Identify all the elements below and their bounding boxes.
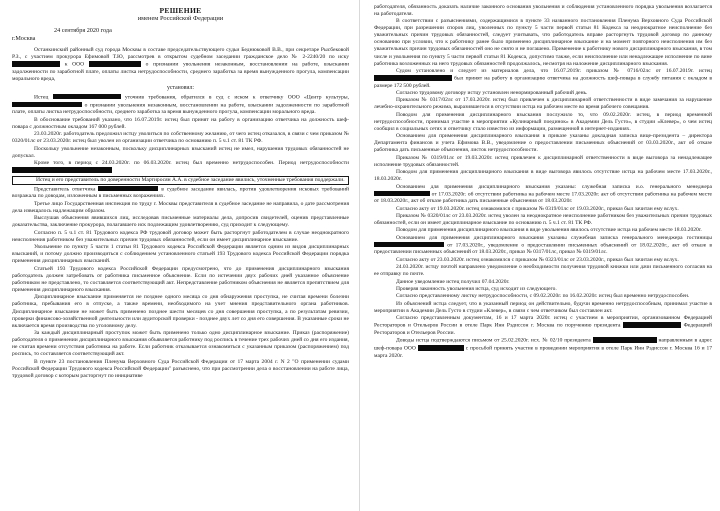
paragraph-notice-received: Данное уведомление истец получил 07.04.2020г.: [396, 278, 510, 285]
paragraph-verification: Проверяя законность увольнения истца, суд исходит из следующего.: [396, 286, 557, 293]
paragraph-unlawful: Поскольку увольнение незаконным, поскольку дисциплинарных взысканий истец не имел, нарушения трудовых обязанностей не допускал.: [12, 145, 349, 159]
paragraph-work-hours: Согласно трудовому договору истцу установлен ненормированный рабочий день.: [396, 89, 588, 96]
paragraph-explanation: Из объяснений истца следует, что в указанный период он действительно, будучи временно нетрудоспособным, принимал участие в мероприятии в Академии Дель Густо в студии «Клевер», в связи с чем ответчиком был составлен акт.: [374, 300, 712, 314]
paragraph-law-81: Согласно п. 5 ч.1 ст. 81 Трудового кодекса РФ трудовой договор может быть расторгнут работодателем в случае неоднократного неисполнения работником без уважительных причин трудовых обязанностей, если он имеет дисциплинарное взыскание.: [12, 229, 349, 243]
paragraph-court-finding: Выслушав объяснения явившихся лиц, исследовав письменные материалы дела, допросив свидетелей, оценив представленные доказательства, заключение прокурора, полагавшего иск подлежащим удовлетворению, суд приходит к следующему.: [12, 215, 349, 229]
redaction: [623, 322, 681, 328]
paragraph-order-0319: Приказом № 0319/01лс от 19.03.2020г. истец привлечен к дисциплинарной ответственности в виде выговора за ненадлежащее исполнение трудовых обязанностей.: [374, 154, 712, 168]
paragraph-basis-0319: Основанием для применения дисциплинарного взыскания указаны: служебная записка и.о. генерального менеджера от 17.03.2020г. об отсутствии работника на рабочем месте 17.03.2020г. акт об отсутствии работника на рабочем месте от 18.03.2020г., акт об отказе работника дать письменные объяснения от 18.03.2020г.: [374, 183, 712, 205]
paragraph-order-0317: Приказом № 0317/02лс от 17.03.2020г. истец был привлечен к дисциплинарной ответственности в виде замечания за нарушение лечебно-охранительного режима, выразившегося в отсутствии истца на рабочем месте во время рабочего совещания.: [374, 97, 712, 111]
paragraph-law-193: Статьей 193 Трудового кодекса Российской Федерации предусмотрено, что до применения дисциплинарного взыскания работодатель должен затребовать от работника письменное объяснение. Если по истечении двух рабочих дней указанное объяснение работником не представлено, то составляется соответствующий акт. Непредставление работником объяснения не является препятствием для применения дисциплинарного взыскания.: [12, 265, 349, 293]
redaction: [374, 242, 444, 248]
paragraph-plenum-23: В пункте 23 постановления Пленума Верховного Суда Российской Федерации от 17 марта 2004 г. N 2 "О применении судами Российской Федерации Трудового кодекса Российской Федерации" разъяснено, что при рассмотрении дела о восстановлении на работе лица, трудовой договор с которым расторгнут по инициативе: [12, 358, 349, 379]
paragraph-reason-0319: Поводом для применения дисциплинарного взыскания в виде выговора явилось отсутствие истца на рабочем месте 17.03.2020г., 18.03.2020г.: [374, 169, 712, 183]
paragraph-act-0323: Согласно акту от 23.03.2020г. истец ознакомился с приказом № 0323/01лс от 23.03.2020г., приказ был зачитан ему вслух.: [396, 256, 679, 263]
section-established: установил:: [167, 84, 194, 91]
redaction: [374, 75, 452, 81]
redaction: [98, 186, 158, 192]
redaction: [12, 167, 112, 173]
paragraph-reason-0317: Поводом для применения дисциплинарного взыскания послужило то, что 09.02.2020г. истец, в период временной нетрудоспособности, принимал участие в мероприятии «Кулинарный поединок» в Академии Дель Густо», в студии «Клевер», о чем истец сообщил в социальных сетях и ответчику стало известно из информации, размещенной в интернет-изданиях.: [374, 111, 712, 132]
redaction: [593, 337, 657, 343]
redaction: [374, 191, 430, 197]
document-subtitle: именем Российской Федерации: [137, 15, 224, 22]
paragraph-notice: 24.03.2020г. истцу почтой направлено уведомление о необходимости получения трудовой книжки или дачи письменного согласия на ее отправку по почте.: [374, 264, 712, 278]
paragraph-plenum-33: В соответствии с разъяснениями, содержащимися в пункте 33 названного постановления Пленума Верховного Суда Российской Федерации, при разрешении споров лиц, уволенных по пункту 5 части первой статьи 81 Кодекса за неоднократное неисполнение без уважительных причин трудовых обязанностей, следует учитывать, что работодатель вправе расторгнуть трудовой договор по данному основанию при условии, что к работнику ранее было применено дисциплинарное взыскание и на момент повторного неисполнения им без уважительных причин трудовых обязанностей оно не снято и не погашено. Применение к работнику нового дисциплинарного взыскания, в том числе и увольнения по пункту 5 части первой статьи 81 Кодекса, допустимо также, если неисполнение или ненадлежащее исполнение по вине работника возложенных на него трудовых обязанностей продолжалось, несмотря на наложение дисциплинарного взыскания.: [374, 18, 712, 67]
paragraph-sick-leave: Кроме того, в период с 24.03.2020г. по 06.03.2020г. истец был временно нетрудоспособен. Период нетрудоспособности: [12, 160, 349, 175]
redaction: [12, 102, 82, 108]
paragraph-respondent: Представитель ответчика в судебное заседание явилась, против удовлетворения исковых требований возражала по доводам, изложенным в письменных возражениях.: [12, 186, 350, 200]
paragraph-law-81-discipline: Увольнение по пункту 5 части 1 статьи 81 Трудового кодекса Российской Федерации является одним из видов дисциплинарных взысканий, и потому должно производиться с соблюдением установленного статьей 193 Трудового кодекса Российской Федерации порядка применения дисциплинарных взысканий.: [12, 244, 349, 265]
paragraph-third-party: Третье лицо Государственная инспекция по труду г. Москвы представителя в судебное заседание не направила, о дате рассмотрения дела извещалось надлежащим образом.: [12, 200, 349, 214]
paragraph-hire-order: Судом установлено и следует из материалов дела, что 16.07.2019г. приказом № 0716/02лс от 16.07.2019г. истец был принят на работу в организацию ответчика на должность шеф-повара в службу питания с окладом в размере 172 500 рублей.: [374, 67, 712, 89]
paragraph-event: Согласно представленным документам, 16 и 17 марта 2020г. истец с участием в мероприятии, организованном Федерацией Рестораторов и Отельеров России в отеле Парк Инн Рэдиссон г. Москва по поручению президента Федерацией Рестораторов и Отельеров России.: [374, 315, 712, 336]
decision-city: г.Москва: [12, 35, 36, 42]
paragraph-intro: Останкинский районный суд города Москвы в составе председательствующего судьи Беднюковой В.В., при секретаре Рысбековой Р.З., с участием прокурора Ефимовой Т.Ю, рассмотрев в открытом судебном заседании гражданское дело № 2-2240/20 по иску к ООО о признании увольнения незаконным, восстановлении на работе, взыскании задолженности по заработной плате, оплаты листка нетрудоспособности, среднего заработка за время вынужденного прогула, компенсации морального вреда,: [12, 47, 349, 82]
decision-date: 24 сентября 2020 года: [54, 27, 112, 34]
paragraph-basis-0317: Основанием для применения дисциплинарного взыскания в приказе указаны докладная записка вице-президента – директора Департамента финансов и учета Ефимова В.В., уведомление о предоставлении письменных объяснений от 03.03.2020г., акт об отказе работника дать письменные объяснения, листок нетрудоспособности.: [374, 133, 712, 154]
paragraph-letter: Доводы истца подтверждаются письмом от 25.02.2020г. исх. № 02/10 президента направленным в адрес шеф-повара ООО с просьбой принять участие в проведении мероприятия в отеле Парк Инн Рэдиссон г. Москва 16 и 17 марта 2020г.: [374, 337, 713, 359]
paragraph-basis-0320: Основанием для применения дисциплинарного взыскания указаны служебная записка генерального менеджера гостиницы от 17.03.2020г., уведомление о предоставлении письменных объяснений от 18.02.2020г., акт об отказе в предоставлении письменных объяснений от 18.03.2020г., приказ № 0317/01лс, приказ № 0319/01лс.: [374, 234, 712, 256]
document-title: РЕШЕНИЕ: [159, 6, 202, 15]
paragraph-act-0319: Согласно акту от 19.03.2020г. истец ознакомился с приказом № 0319/01лс от 19.03.2020г., приказ был зачитан ему вслух.: [396, 205, 679, 212]
paragraph-boxed-claim: Истец и его представитель по доверенности Мартиросян А.А. в судебное заседание явились, уточненные требования поддержали.: [12, 176, 349, 185]
paragraph-hire: В обоснование требований указано, что 16.07.2019г. истец был принят на работу в организацию ответчика на должность шеф-повара с должностным окладом 167 000 рублей.: [12, 116, 349, 130]
paragraph-burden: работодателя, обязанность доказать наличие законного основания увольнения и соблюдения установленного порядка увольнения возлагается на работодателя.: [374, 4, 712, 18]
paragraph-one-penalty: За каждый дисциплинарный проступок может быть применено только одно дисциплинарное взыскание. Приказ (распоряжение) работодателя о применении дисциплинарного взыскания объявляется работнику под роспись в течение трех рабочих дней со дня его издания, не считая времени отсутствия работника на работе. Если работник отказывается ознакомиться с указанным приказом (распоряжением) под роспись, то составляется соответствующий акт.: [12, 330, 349, 358]
paragraph-dismissal: 23.03.2020г. работодатель предложил истцу уволиться по собственному желанию, от чего истец отказался, в связи с чем приказом № 0320/01лс от 23.03.2020г. истец был уволен из организации ответчика по основанию п. 5 ч.1 ст. 81 ТК РФ.: [12, 131, 349, 145]
paragraph-sick-list: Согласно представленному листку нетрудоспособности, с 09.02.2020г. по 16.02.2020г. истец был временно нетрудоспособен.: [396, 293, 690, 300]
redaction: [418, 345, 464, 351]
redaction: [53, 94, 121, 100]
paragraph-order-0320: Приказом № 0320/01лс от 23.03.2020г. истец уволен за неоднократное неисполнение работником без уважительных причин трудовых обязанностей, если он имеет дисциплинарное взыскание по основанию п. 5 ч.1 ст. 81 ТК РФ.: [374, 212, 712, 226]
paragraph-reason-0320: Поводом для применения дисциплинарного взыскания в виде увольнения явилось отсутствие истца на рабочем месте 18.03.2020г.: [396, 227, 702, 234]
paragraph-claim: Истец уточнив требования, обратился в суд с иском к ответчику ООО «Центр культуры, о признании увольнения незаконным, восстановлении на работе, взыскании задолженности по заработной плате, оплаты листка нетрудоспособности, среднего заработка за время вынужденного прогула, компенсации морального вреда.: [12, 94, 350, 116]
redaction: [12, 61, 60, 67]
paragraph-penalty-term: Дисциплинарное взыскание применяется не позднее одного месяца со дня обнаружения проступка, не считая времени болезни работника, пребывания его в отпуске, а также времени, необходимого на учет мнения представительного органа работников. Дисциплинарное взыскание не может быть применено позднее шести месяцев со дня совершения проступка, а по результатам ревизии, проверки финансово-хозяйственной деятельности или аудиторской проверки - позднее двух лет со дня его совершения. В указанные сроки не включается время производства по уголовному делу.: [12, 294, 349, 329]
document-page-right: [360, 0, 720, 511]
redaction: [89, 61, 141, 67]
